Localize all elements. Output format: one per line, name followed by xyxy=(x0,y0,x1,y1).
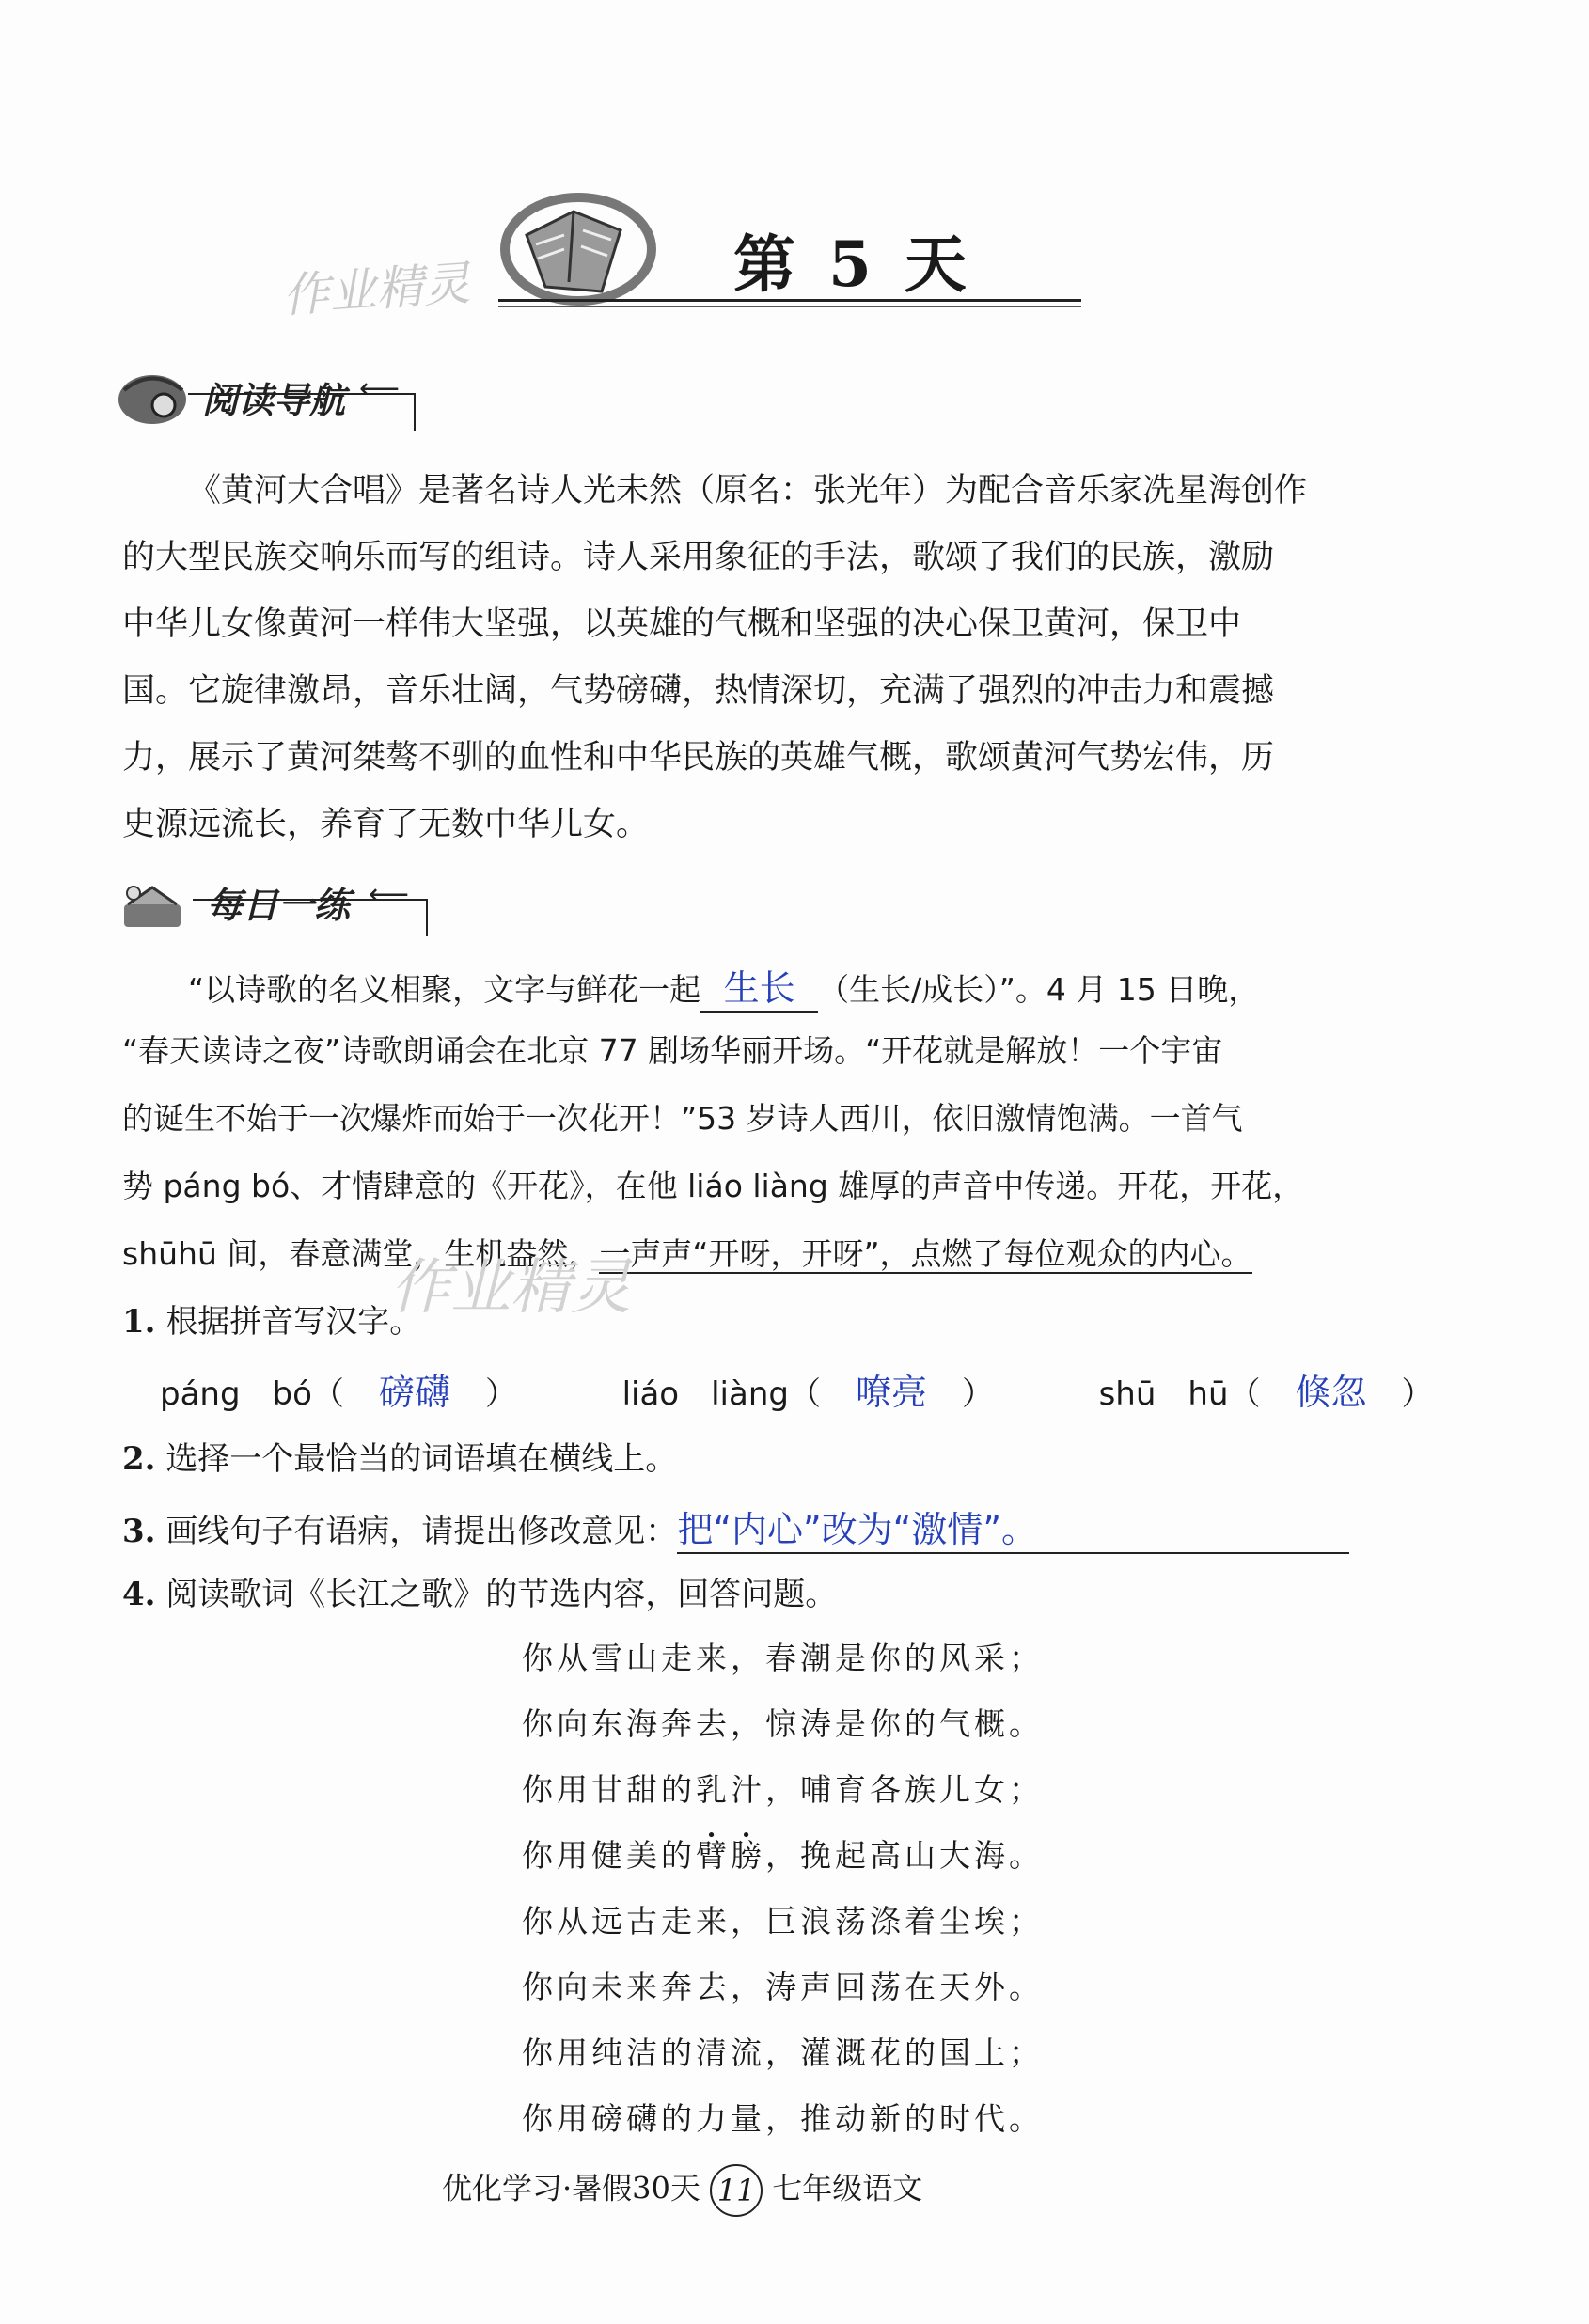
footer xyxy=(442,2164,922,2217)
section-bracket xyxy=(193,899,428,936)
question-3 xyxy=(122,1500,1349,1554)
poem-line: 你从雪山走来，春潮是你的风采； xyxy=(522,1640,1044,1676)
question-number: 4. xyxy=(122,1576,156,1613)
guide-line: 《黄河大合唱》是著名诗人光未然（原名：张光年）为配合音乐家冼星海创作 xyxy=(188,472,1308,510)
poem-line: 你用纯洁的清流，灌溉花的国土； xyxy=(522,2034,1044,2071)
question-text: 选择一个最恰当的词语填在横线上。 xyxy=(165,1440,678,1478)
section-bracket xyxy=(188,393,416,431)
practice-line xyxy=(188,959,1259,1013)
question-text: 阅读歌词《长江之歌》的节选内容，回答问题。 xyxy=(165,1576,838,1613)
practice-line: “春天读诗之夜”诗歌朗诵会在北京 77 剧场华丽开场。“开花就是解放！一个宇宙 xyxy=(122,1032,1223,1069)
handwritten-answer: 把“内心”改为“激情”。 xyxy=(677,1500,1349,1554)
title-rule xyxy=(498,299,1081,302)
practice-line: 势 páng bó、才情肆意的《开花》，在他 liáo liàng 雄厚的声音中传递。开花，开花， xyxy=(122,1168,1304,1204)
watermark: 作业精灵 xyxy=(390,1253,631,1323)
pinyin-item xyxy=(1098,1372,1434,1413)
handwritten-answer: 磅礴 xyxy=(378,1372,450,1413)
practice-line xyxy=(122,1230,1252,1274)
guide-line: 史源远流长，养育了无数中华儿女。 xyxy=(122,806,650,843)
poem-line: 你用磅礴的力量，推动新的时代。 xyxy=(522,2100,1044,2137)
pinyin-text: liáo liàng（ xyxy=(621,1375,821,1413)
handwritten-answer: 生长 xyxy=(723,967,795,1009)
daily-practice-icon xyxy=(115,874,190,940)
emphasized-char: 膀 xyxy=(731,1837,765,1874)
watermark: 作业精灵 xyxy=(280,256,473,323)
question-number: 2. xyxy=(122,1440,156,1478)
guide-line: 中华儿女像黄河一样伟大坚强，以英雄的气概和坚强的决心保卫黄河，保卫中 xyxy=(122,605,1242,643)
footer-subject: 七年级语文 xyxy=(772,2170,923,2206)
passage-text: shūhū 间，春意满堂，生机盎然， xyxy=(122,1235,600,1272)
poem-line: 你从远古走来，巨浪荡涤着尘埃； xyxy=(522,1903,1044,1939)
guide-line: 力，展示了黄河桀骜不驯的血性和中华民族的英雄气概，歌颂黄河气势宏伟，历 xyxy=(122,739,1275,777)
guide-line: 的大型民族交响乐而写的组诗。诗人采用象征的手法，歌颂了我们的民族，激励 xyxy=(122,539,1275,576)
handwritten-answer: 倏忽 xyxy=(1295,1372,1367,1413)
poem-text: 你用健美的 xyxy=(522,1837,696,1874)
arrow-icon: ⟵ xyxy=(359,372,401,405)
paren: ） xyxy=(961,1375,994,1413)
title-rule-thin xyxy=(498,306,1081,307)
pinyin-item xyxy=(621,1372,994,1413)
reading-guide-text xyxy=(122,458,1410,858)
question-number: 1. xyxy=(122,1303,156,1341)
handwritten-answer: 嘹亮 xyxy=(855,1372,927,1413)
underlined-sentence: 一声声“开呀，开呀”，点燃了每位观众的内心。 xyxy=(599,1235,1252,1272)
poem-text: ，挽起高山大海。 xyxy=(765,1837,1044,1874)
passage-text: （生长/成长）”。4 月 15 日晚， xyxy=(818,971,1260,1008)
reading-guide-icon xyxy=(115,362,190,428)
answer-blank xyxy=(700,959,818,1013)
pinyin-row xyxy=(160,1363,1434,1415)
pinyin-text: páng bó（ xyxy=(160,1375,344,1413)
arrow-icon: ⟵ xyxy=(369,878,410,911)
question-text: 画线句子有语病，请提出修改意见： xyxy=(165,1513,678,1550)
practice-passage xyxy=(122,959,1410,1279)
pinyin-item xyxy=(160,1372,517,1413)
guide-line: 国。它旋律激昂，音乐壮阔，气势磅礴，热情深切，充满了强烈的冲击力和震撼 xyxy=(122,672,1275,710)
emphasized-char: 臂 xyxy=(696,1837,731,1874)
poem-line xyxy=(522,1831,1044,1876)
practice-line: 的诞生不始于一次爆炸而始于一次花开！”53 岁诗人西川，依旧激情饱满。一首气 xyxy=(122,1100,1243,1137)
paren: ） xyxy=(1401,1375,1434,1413)
question-4 xyxy=(122,1568,837,1614)
page-title: 第 5 天 xyxy=(733,228,972,301)
passage-text: “以诗歌的名义相聚，文字与鲜花一起 xyxy=(188,971,701,1008)
daily-practice-label: 每日一练 xyxy=(207,885,351,926)
paren: ） xyxy=(484,1375,517,1413)
footer-book-title: 优化学习·暑假30天 xyxy=(442,2170,700,2206)
reading-guide-label: 阅读导航 xyxy=(202,380,346,421)
question-number: 3. xyxy=(122,1513,156,1550)
pinyin-text: shū hū（ xyxy=(1098,1375,1261,1413)
poem-line: 你向东海奔去，惊涛是你的气概。 xyxy=(522,1705,1044,1742)
question-text: 根据拼音写汉字。 xyxy=(165,1303,422,1341)
poem-line: 你向未来奔去，涛声回荡在天外。 xyxy=(522,1969,1044,2005)
poem-line: 你用甘甜的乳汁，哺育各族儿女； xyxy=(522,1771,1044,1808)
question-2 xyxy=(122,1433,677,1479)
question-1 xyxy=(122,1295,421,1342)
page-number: 11 xyxy=(710,2164,763,2217)
